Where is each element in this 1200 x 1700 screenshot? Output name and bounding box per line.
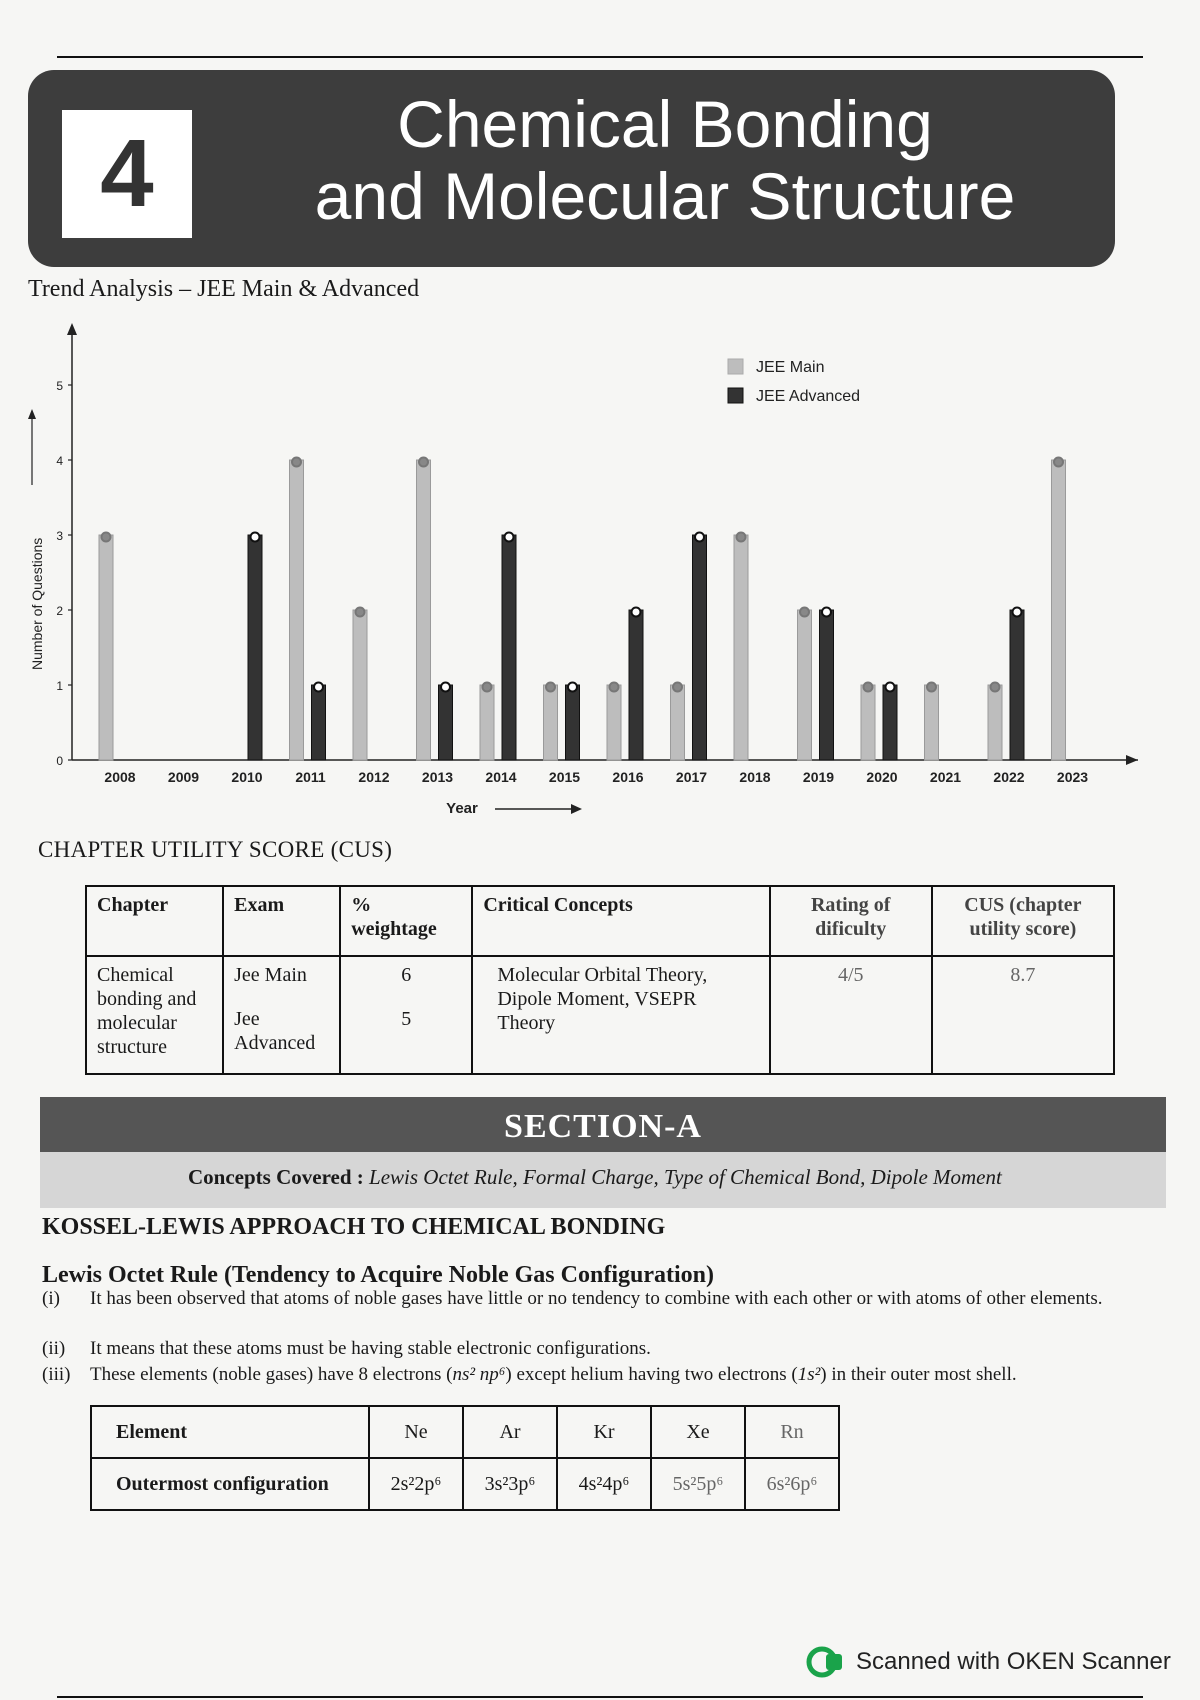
bar-cap-marker [632, 608, 641, 617]
x-tick-label: 2018 [739, 769, 771, 785]
x-tick-label: 2014 [485, 769, 517, 785]
y-tick-label: 5 [56, 379, 63, 393]
concepts-covered-text: Lewis Octet Rule, Formal Charge, Type of Chemical Bond, Dipole Moment [369, 1165, 1002, 1189]
x-label-arrow-icon [571, 804, 582, 814]
top-rule [57, 56, 1143, 58]
cus-header-exam: Exam [223, 886, 340, 956]
bar-cap-marker [251, 533, 260, 542]
bottom-rule [57, 1696, 1143, 1698]
element-ar: Ar [463, 1406, 557, 1458]
bar-cap-marker [314, 683, 323, 692]
bar-jee-advanced [629, 610, 643, 760]
point-3 [42, 1364, 1017, 1386]
point-number: (iii) [42, 1364, 71, 1385]
y-tick-label: 2 [56, 604, 63, 618]
point-1 [42, 1288, 1103, 1310]
y-axis-label: Number of Questions [29, 537, 45, 670]
element-kr: Kr [557, 1406, 651, 1458]
legend-label: JEE Main [756, 359, 825, 376]
configuration-row [91, 1458, 839, 1510]
config-ne: 2s²2p⁶ [369, 1458, 463, 1510]
bar-jee-main [1052, 460, 1066, 760]
element-row-label: Element [91, 1406, 369, 1458]
bar-jee-main [480, 685, 494, 760]
scanner-logo-icon [806, 1645, 844, 1679]
point-number: (i) [42, 1288, 60, 1309]
x-tick-label: 2023 [1056, 769, 1089, 785]
bar-jee-main [417, 460, 431, 760]
y-axis-arrow-icon [67, 323, 77, 335]
bar-cap-marker [864, 683, 873, 692]
bar-jee-advanced [502, 535, 516, 760]
y-tick-label: 0 [56, 754, 63, 768]
bar-jee-main [99, 535, 113, 760]
y-tick-label: 1 [56, 679, 63, 693]
x-tick-label: 2013 [421, 769, 454, 785]
bar-cap-marker [546, 683, 555, 692]
y-tick-label: 4 [56, 454, 63, 468]
point-text: These elements (noble gases) have 8 electrons (ns² np⁶) except helium having two electrons (1s²) in their outer most shell. [90, 1364, 1017, 1385]
bar-jee-main [544, 685, 558, 760]
x-tick-label: 2011 [295, 769, 326, 785]
bar-jee-advanced [312, 685, 326, 760]
cus-exam-advanced: Jee Advanced [234, 1008, 316, 1054]
cus-weightage-cell [340, 956, 472, 1074]
bar-jee-main [353, 610, 367, 760]
cus-weight-advanced: 5 [401, 1008, 412, 1030]
bar-cap-marker [483, 683, 492, 692]
x-tick-label: 2021 [929, 769, 962, 785]
scanner-text: Scanned with OKEN Scanner [856, 1648, 1171, 1675]
x-tick-label: 2010 [231, 769, 263, 785]
config-ar: 3s²3p⁶ [463, 1458, 557, 1510]
cus-exam-cell [223, 956, 340, 1074]
cus-score-cell: 8.7 [932, 956, 1114, 1074]
x-axis-label: Year [446, 800, 478, 817]
bar-cap-marker [822, 608, 831, 617]
x-tick-label: 2019 [802, 769, 835, 785]
bar-jee-main [861, 685, 875, 760]
bar-cap-marker [419, 458, 428, 467]
legend-swatch [728, 388, 743, 403]
element-rn: Rn [745, 1406, 839, 1458]
bar-jee-advanced [248, 535, 262, 760]
point-text: It has been observed that atoms of noble gases have little or no tendency to combine with each other or with atoms of other elements. [90, 1288, 1103, 1309]
cus-header-weightage: % weightage [340, 886, 472, 956]
bar-cap-marker [886, 683, 895, 692]
heading-kossel-lewis: KOSSEL-LEWIS APPROACH TO CHEMICAL BONDING [42, 1214, 666, 1240]
element-xe: Xe [651, 1406, 745, 1458]
bar-cap-marker [1054, 458, 1063, 467]
bar-jee-main [607, 685, 621, 760]
cus-chapter-cell: Chemical bonding and molecular structure [86, 956, 223, 1074]
element-row [91, 1406, 839, 1458]
point-text: It means that these atoms must be having stable electronic configurations. [90, 1338, 651, 1359]
bar-jee-main [290, 460, 304, 760]
bar-jee-advanced [820, 610, 834, 760]
bar-jee-advanced [883, 685, 897, 760]
y-label-arrow-icon [28, 409, 36, 419]
bar-jee-advanced [693, 535, 707, 760]
bar-cap-marker [927, 683, 936, 692]
bar-jee-main [734, 535, 748, 760]
cus-weight-main: 6 [401, 964, 412, 986]
bar-cap-marker [695, 533, 704, 542]
bar-jee-main [925, 685, 939, 760]
chapter-title-line1: Chemical Bonding [397, 87, 933, 161]
configuration-row-label: Outermost configuration [91, 1458, 369, 1510]
section-a-header: SECTION-A [40, 1097, 1166, 1157]
legend-label: JEE Advanced [756, 388, 861, 405]
cus-table [85, 885, 1115, 1075]
bar-cap-marker [737, 533, 746, 542]
config-rn: 6s²6p⁶ [745, 1458, 839, 1510]
bar-cap-marker [1013, 608, 1022, 617]
bar-jee-main [671, 685, 685, 760]
concepts-covered-bar [40, 1152, 1166, 1208]
bar-cap-marker [441, 683, 450, 692]
cus-concepts-cell: Molecular Orbital Theory, Dipole Moment, VSEPR Theory [472, 956, 769, 1074]
bar-cap-marker [673, 683, 682, 692]
bar-jee-main [988, 685, 1002, 760]
concepts-covered-label: Concepts Covered : [188, 1165, 364, 1189]
config-xe: 5s²5p⁶ [651, 1458, 745, 1510]
cus-rating-cell: 4/5 [770, 956, 932, 1074]
cus-header-concepts: Critical Concepts [472, 886, 769, 956]
bar-jee-advanced [1010, 610, 1024, 760]
bar-jee-advanced [566, 685, 580, 760]
x-tick-label: 2008 [104, 769, 136, 785]
cus-data-row [86, 956, 1114, 1074]
point-2 [42, 1338, 651, 1360]
bar-cap-marker [610, 683, 619, 692]
bar-cap-marker [356, 608, 365, 617]
element-ne: Ne [369, 1406, 463, 1458]
bar-jee-advanced [439, 685, 453, 760]
x-axis-arrow-icon [1126, 755, 1138, 765]
x-tick-label: 2022 [993, 769, 1025, 785]
cus-header-row [86, 886, 1114, 956]
bar-cap-marker [800, 608, 809, 617]
chapter-number: 4 [62, 110, 192, 238]
x-tick-label: 2017 [675, 769, 708, 785]
x-tick-label: 2020 [866, 769, 898, 785]
x-tick-label: 2009 [167, 769, 200, 785]
cus-exam-main: Jee Main [234, 964, 307, 986]
bar-cap-marker [292, 458, 301, 467]
y-tick-label: 3 [56, 529, 63, 543]
x-tick-label: 2012 [358, 769, 390, 785]
bar-cap-marker [505, 533, 514, 542]
config-kr: 4s²4p⁶ [557, 1458, 651, 1510]
bar-cap-marker [102, 533, 111, 542]
cus-header-cus: CUS (chapter utility score) [932, 886, 1114, 956]
legend-swatch [728, 359, 743, 374]
x-tick-label: 2016 [612, 769, 644, 785]
bar-cap-marker [991, 683, 1000, 692]
chapter-title [220, 88, 1110, 232]
cus-header-chapter: Chapter [86, 886, 223, 956]
bar-cap-marker [568, 683, 577, 692]
chapter-title-line2: and Molecular Structure [314, 159, 1016, 233]
cus-title: CHAPTER UTILITY SCORE (CUS) [38, 837, 393, 862]
scanner-watermark [806, 1645, 1171, 1679]
trend-analysis-title: Trend Analysis – JEE Main & Advanced [28, 276, 420, 302]
cus-header-rating: Rating of dificulty [770, 886, 932, 956]
heading-lewis-octet: Lewis Octet Rule (Tendency to Acquire Noble Gas Configuration) [42, 1262, 714, 1288]
point-number: (ii) [42, 1338, 66, 1359]
noble-gas-config-table [90, 1405, 840, 1511]
x-tick-label: 2015 [548, 769, 581, 785]
bar-jee-main [798, 610, 812, 760]
trend-bar-chart [0, 315, 1200, 835]
